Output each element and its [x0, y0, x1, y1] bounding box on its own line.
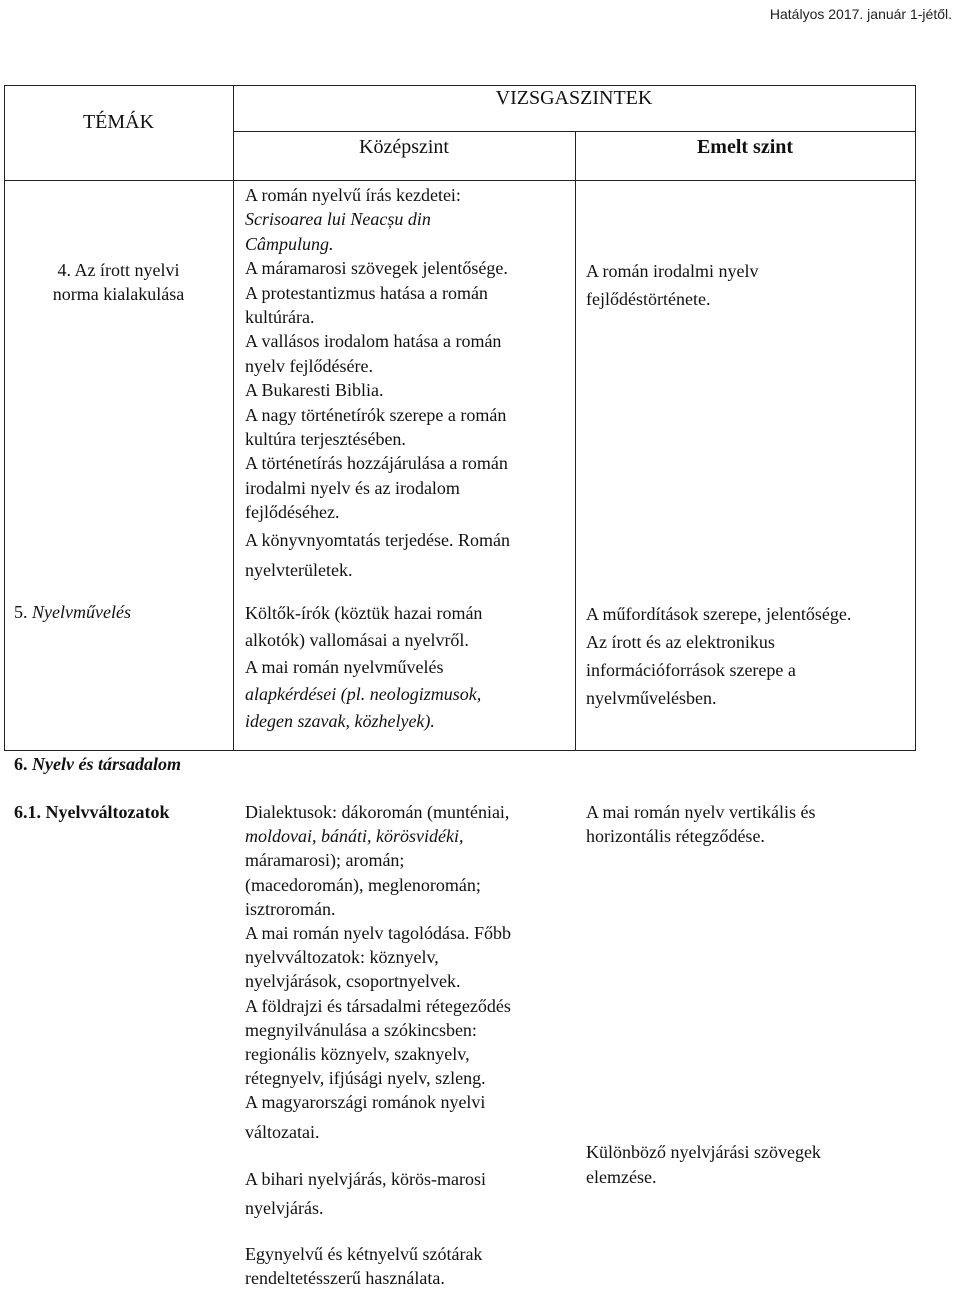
- topic-6-1-mid-content-3: [245, 1242, 482, 1290]
- text-line: A vallásos irodalom hatása a román: [245, 331, 502, 352]
- col-header-mid-level: Középszint: [359, 136, 449, 158]
- text-line: A nagy történetírók szerepe a román: [245, 404, 507, 425]
- text-line: A Bukaresti Biblia.: [245, 380, 384, 401]
- text-line: nyelvművelésben.: [586, 688, 717, 708]
- text-line: A román nyelvű írás kezdetei:: [245, 185, 461, 205]
- text-line: A mai román nyelvművelés: [245, 657, 444, 677]
- text-line: megnyilvánulása a szókincsben:: [245, 1019, 477, 1040]
- col-header-topics: TÉMÁK: [82, 111, 155, 133]
- text-line: horizontális rétegződése.: [586, 826, 765, 846]
- text-line: nyelvjárások, csoportnyelvek.: [245, 971, 461, 992]
- text-line: A bihari nyelvjárás, körös-marosi: [245, 1169, 486, 1189]
- topic-line: 4. Az írott nyelvi: [57, 260, 180, 280]
- text-line: nyelvterületek.: [245, 559, 353, 580]
- text-line: elemzése.: [586, 1167, 657, 1187]
- topic-5-adv-content: [586, 600, 851, 712]
- topic-4: [4, 258, 233, 306]
- text-line: kultúrára.: [245, 307, 315, 328]
- topic-4-adv-content: [586, 257, 758, 313]
- text-line: A történetírás hozzájárulása a román: [245, 453, 508, 474]
- topic-number: 6.: [14, 754, 28, 774]
- topic-6-1-mid-content-2: [245, 1165, 486, 1223]
- text-line: A román irodalmi nyelv: [586, 261, 759, 281]
- text-line: idegen szavak, közhelyek).: [245, 711, 435, 731]
- table-left-border: [4, 85, 5, 751]
- text-line: Az írott és az elektronikus: [586, 632, 775, 652]
- text-line: információforrások szerepe a: [586, 660, 796, 680]
- text-line: A mai román nyelv vertikális és: [586, 802, 816, 822]
- topic-6-1-adv-content: [586, 800, 815, 848]
- text-line: kultúra terjesztésében.: [245, 429, 406, 450]
- topic-6-1: 6.1. Nyelvváltozatok: [14, 802, 170, 822]
- text-line: Költők-írók (köztük hazai román: [245, 603, 483, 623]
- validity-note: Hatályos 2017. január 1-jétől.: [769, 6, 952, 22]
- table-header-bottom-border: [4, 180, 916, 181]
- text-line: Câmpulung.: [245, 233, 334, 254]
- text-line: [245, 800, 511, 824]
- topic-name: Nyelvművelés: [32, 602, 131, 622]
- text-line: alkotók) vallomásai a nyelvről.: [245, 630, 469, 650]
- topic-column-divider: [233, 85, 234, 751]
- topic-line: norma kialakulása: [52, 284, 185, 304]
- topic-name: Nyelv és társadalom: [32, 754, 181, 774]
- table-right-border: [915, 85, 916, 751]
- text-line: változatai.: [245, 1121, 320, 1142]
- text-line: fejlődéstörténete.: [586, 289, 711, 309]
- col-header-advanced-level: Emelt szint: [696, 136, 794, 158]
- text-line: (macedoromán), meglenoromán;: [245, 874, 481, 895]
- text-line: A földrajzi és társadalmi rétegeződés: [245, 995, 511, 1016]
- topic-4-mid-content: [245, 183, 510, 585]
- text-line: nyelvváltozatok: köznyelv,: [245, 947, 439, 968]
- text-line: Különböző nyelvjárási szövegek: [586, 1142, 821, 1162]
- text-line: moldovai, bánáti, körösvidéki,: [245, 826, 464, 847]
- text-line: fejlődéséhez.: [245, 502, 340, 523]
- text-line: nyelv fejlődésére.: [245, 355, 373, 376]
- topic-number: 5.: [14, 602, 28, 622]
- level-column-divider: [575, 131, 576, 751]
- text-line: A magyarországi románok nyelvi: [245, 1092, 486, 1113]
- text-line: máramarosi); aromán;: [245, 850, 405, 871]
- topic-6: [14, 752, 181, 776]
- topic-6-1-mid-content: [245, 800, 511, 1149]
- text-line: regionális köznyelv, szaknyelv,: [245, 1044, 470, 1065]
- text-line: rétegnyelv, ifjúsági nyelv, szleng.: [245, 1068, 486, 1089]
- topic-5-mid-content: [245, 600, 482, 735]
- text-line: A mai román nyelv tagolódása. Főbb: [245, 923, 511, 944]
- text-line: A máramarosi szövegek jelentősége.: [245, 258, 508, 279]
- topic-6-1-adv-content-2: [586, 1140, 821, 1190]
- text-line: irodalmi nyelv és az irodalom: [245, 477, 460, 498]
- topic-5: [14, 600, 131, 624]
- text-line: rendeltetésszerű használata.: [245, 1268, 445, 1288]
- text-line: A könyvnyomtatás terjedése. Román: [245, 529, 510, 550]
- text-line: A műfordítások szerepe, jelentősége.: [586, 604, 852, 624]
- text-line: nyelvjárás.: [245, 1198, 324, 1218]
- col-header-exam-levels: VIZSGASZINTEK: [495, 87, 653, 109]
- row-5-bottom-border: [4, 750, 916, 751]
- text-line: alapkérdései (pl. neologizmusok,: [245, 684, 482, 704]
- text-line: A protestantizmus hatása a román: [245, 282, 488, 303]
- text-line: isztroromán.: [245, 898, 336, 919]
- text-line: Egynyelvű és kétnyelvű szótárak: [245, 1244, 483, 1264]
- text-line: Scrisoarea lui Neacșu din: [245, 209, 431, 230]
- text-span: Dialektusok: dákoromán (munténiai,: [245, 802, 510, 822]
